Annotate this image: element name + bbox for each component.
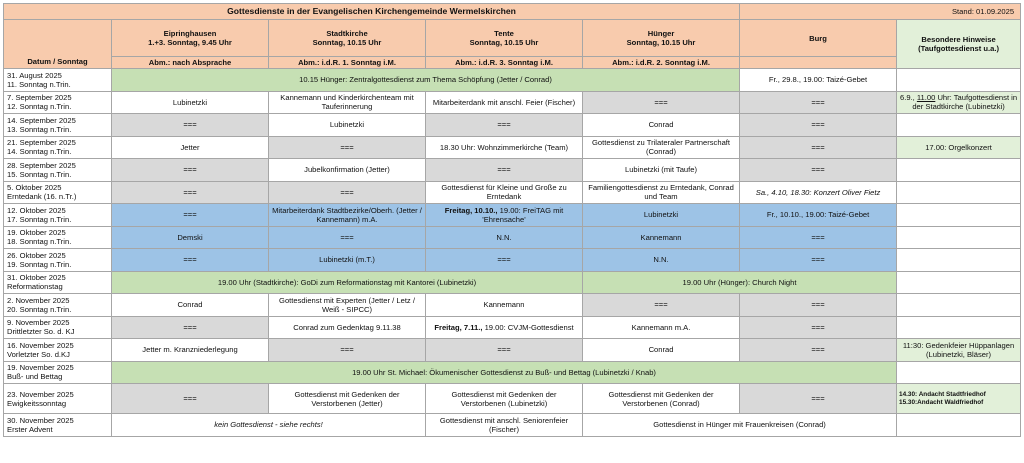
note-cell (897, 114, 1021, 137)
note-cell (897, 249, 1021, 272)
service-cell: === (269, 136, 426, 159)
service-cell: Kannemann und Kinderkirchenteam mit Tauferinnerung (269, 91, 426, 114)
date-cell: 21. September 2025 14. Sonntag n.Trin. (4, 136, 112, 159)
date-cell: 31. August 2025 11. Sonntag n.Trin. (4, 69, 112, 92)
column-header-eipringhausen: Eipringhausen 1.+3. Sonntag, 9.45 Uhr (112, 20, 269, 57)
service-cell: === (269, 226, 426, 249)
merged-service-cell: 19.00 Uhr St. Michael: Ökumenischer Gottesdienst zu Buß- und Bettag (Lubinetzki / Knab) (112, 361, 897, 384)
service-cell: Demski (112, 226, 269, 249)
note-cell (897, 361, 1021, 384)
column-header-burg: Burg (740, 20, 897, 57)
date-cell: 5. Oktober 2025 Erntedank (16. n.Tr.) (4, 181, 112, 204)
service-cell: N.N. (583, 249, 740, 272)
table-row (4, 339, 1021, 362)
service-cell: Kannemann (583, 226, 740, 249)
table-row (4, 181, 1021, 204)
service-cell: N.N. (426, 226, 583, 249)
table-row (4, 361, 1021, 384)
burg-cell: === (740, 249, 897, 272)
page-title: Gottesdienste in der Evangelischen Kirchengemeinde Wermelskirchen (4, 4, 740, 20)
date-cell: 26. Oktober 2025 19. Sonntag n.Trin. (4, 249, 112, 272)
date-column-header: Datum / Sonntag (4, 20, 112, 69)
service-cell: Freitag, 10.10., 19.00: FreiTAG mit 'Ehrensache' (426, 204, 583, 227)
service-cell: === (112, 204, 269, 227)
service-cell: === (112, 181, 269, 204)
service-cell: Lubinetzki (112, 91, 269, 114)
service-cell: Mitarbeiterdank Stadtbezirke/Oberh. (Jetter / Kannemann) m.A. (269, 204, 426, 227)
burg-cell: === (740, 384, 897, 414)
service-cell: Conrad (112, 294, 269, 317)
service-cell: Gottesdienst mit Experten (Jetter / Letz / Weiß - SIPCC) (269, 294, 426, 317)
service-cell: Lubinetzki (583, 204, 740, 227)
table-row (4, 384, 1021, 414)
burg-cell: Fr., 29.8., 19.00: Taizé-Gebet (740, 69, 897, 92)
burg-cell: === (740, 114, 897, 137)
note-cell: 11:30: Gedenkfeier Hüppanlagen (Lubinetzki, Bläser) (897, 339, 1021, 362)
merged-service-cell: 19.00 Uhr (Hünger): Church Night (583, 271, 897, 294)
table-row (4, 226, 1021, 249)
service-cell: === (426, 114, 583, 137)
column-sub-tente: Abm.: i.d.R. 3. Sonntag i.M. (426, 57, 583, 69)
service-cell: === (426, 339, 583, 362)
service-cell: === (269, 181, 426, 204)
burg-cell: === (740, 159, 897, 182)
service-cell: Gottesdienst mit Gedenken der Verstorbenen (Lubinetzki) (426, 384, 583, 414)
service-cell: Kannemann (426, 294, 583, 317)
service-cell: === (426, 249, 583, 272)
service-cell: Conrad zum Gedenktag 9.11.38 (269, 316, 426, 339)
date-cell: 14. September 2025 13. Sonntag n.Trin. (4, 114, 112, 137)
table-row (4, 294, 1021, 317)
note-cell (897, 414, 1021, 437)
service-cell: Kannemann m.A. (583, 316, 740, 339)
date-cell: 2. November 2025 20. Sonntag n.Trin. (4, 294, 112, 317)
burg-cell: === (740, 339, 897, 362)
note-cell (897, 294, 1021, 317)
burg-cell: Sa., 4.10, 18.30: Konzert Oliver Fietz (740, 181, 897, 204)
note-cell (897, 69, 1021, 92)
service-cell: === (269, 339, 426, 362)
service-cell: === (112, 114, 269, 137)
date-cell: 31. Oktober 2025 Reformationstag (4, 271, 112, 294)
note-cell (897, 226, 1021, 249)
table-row (4, 91, 1021, 114)
service-cell: Lubinetzki (269, 114, 426, 137)
merged-service-cell: 10.15 Hünger: Zentralgottesdienst zum Thema Schöpfung (Jetter / Conrad) (112, 69, 740, 92)
service-cell: Lubinetzki (mit Taufe) (583, 159, 740, 182)
burg-cell: === (740, 294, 897, 317)
schedule-table (3, 3, 1021, 437)
table-row (4, 114, 1021, 137)
note-cell (897, 316, 1021, 339)
date-cell: 19. Oktober 2025 18. Sonntag n.Trin. (4, 226, 112, 249)
table-row (4, 136, 1021, 159)
column-header-huenger: Hünger Sonntag, 10.15 Uhr (583, 20, 740, 57)
burg-cell: === (740, 136, 897, 159)
service-cell: Jetter (112, 136, 269, 159)
table-row (4, 271, 1021, 294)
burg-cell: === (740, 91, 897, 114)
note-cell: 17.00: Orgelkonzert (897, 136, 1021, 159)
service-cell: Mitarbeiterdank mit anschl. Feier (Fischer) (426, 91, 583, 114)
service-cell: Gottesdienst für Kleine und Große zu Erntedank (426, 181, 583, 204)
column-header-stadtkirche: Stadtkirche Sonntag, 10.15 Uhr (269, 20, 426, 57)
stand-date: Stand: 01.09.2025 (740, 4, 1021, 20)
service-cell: 18.30 Uhr: Wohnzimmerkirche (Team) (426, 136, 583, 159)
service-cell: Jetter m. Kranzniederlegung (112, 339, 269, 362)
note-cell: 6.9., 11.00 Uhr: Taufgottesdienst in der Stadtkirche (Lubinetzki) (897, 91, 1021, 114)
service-cell: Gottesdienst mit Gedenken der Verstorbenen (Jetter) (269, 384, 426, 414)
column-sub-huenger: Abm.: i.d.R. 2. Sonntag i.M. (583, 57, 740, 69)
table-row (4, 204, 1021, 227)
service-cell: Conrad (583, 339, 740, 362)
column-sub-eipringhausen: Abm.: nach Absprache (112, 57, 269, 69)
notes-column-header: Besondere Hinweise (Taufgottesdienst u.a.) (897, 20, 1021, 69)
service-cell: === (426, 159, 583, 182)
service-cell: === (112, 249, 269, 272)
date-cell: 7. September 2025 12. Sonntag n.Trin. (4, 91, 112, 114)
date-cell: 23. November 2025 Ewigkeitssonntag (4, 384, 112, 414)
date-cell: 9. November 2025 Drittletzter So. d. KJ (4, 316, 112, 339)
burg-cell: === (740, 316, 897, 339)
date-cell: 12. Oktober 2025 17. Sonntag n.Trin. (4, 204, 112, 227)
table-row (4, 69, 1021, 92)
merged-service-cell: 19.00 Uhr (Stadtkirche): GoDi zum Reformationstag mit Kantorei (Lubinetzki) (112, 271, 583, 294)
service-cell: Gottesdienst mit anschl. Seniorenfeier (Fischer) (426, 414, 583, 437)
service-cell: Gottesdienst zu Trilateraler Partnerschaft (Conrad) (583, 136, 740, 159)
date-cell: 28. September 2025 15. Sonntag n.Trin. (4, 159, 112, 182)
table-row (4, 249, 1021, 272)
service-cell: Gottesdienst mit Gedenken der Verstorbenen (Conrad) (583, 384, 740, 414)
service-cell: === (583, 294, 740, 317)
date-cell: 19. November 2025 Buß- und Bettag (4, 361, 112, 384)
merged-service-cell: Gottesdienst in Hünger mit Frauenkreisen (Conrad) (583, 414, 897, 437)
column-header-tente: Tente Sonntag, 10.15 Uhr (426, 20, 583, 57)
service-cell: Freitag, 7.11., 19.00: CVJM-Gottesdienst (426, 316, 583, 339)
service-cell: Conrad (583, 114, 740, 137)
burg-cell: === (740, 226, 897, 249)
note-cell (897, 204, 1021, 227)
service-cell: === (583, 91, 740, 114)
table-row (4, 159, 1021, 182)
note-cell (897, 181, 1021, 204)
service-cell: Jubelkonfirmation (Jetter) (269, 159, 426, 182)
note-cell (897, 271, 1021, 294)
column-sub-stadtkirche: Abm.: i.d.R. 1. Sonntag i.M. (269, 57, 426, 69)
column-sub-burg (740, 57, 897, 69)
service-cell: === (112, 384, 269, 414)
note-cell: 14.30: Andacht Stadtfriedhof 15.30:Andacht Waldfriedhof (897, 384, 1021, 414)
merged-service-cell: kein Gottesdienst - siehe rechts! (112, 414, 426, 437)
service-cell: Lubinetzki (m.T.) (269, 249, 426, 272)
burg-cell: Fr., 10.10., 19.00: Taizé-Gebet (740, 204, 897, 227)
date-cell: 16. November 2025 Vorletzter So. d.KJ (4, 339, 112, 362)
service-cell: Familiengottesdienst zu Erntedank, Conrad und Team (583, 181, 740, 204)
service-cell: === (112, 316, 269, 339)
service-cell: === (112, 159, 269, 182)
table-row (4, 414, 1021, 437)
note-cell (897, 159, 1021, 182)
table-row (4, 316, 1021, 339)
date-cell: 30. November 2025 Erster Advent (4, 414, 112, 437)
